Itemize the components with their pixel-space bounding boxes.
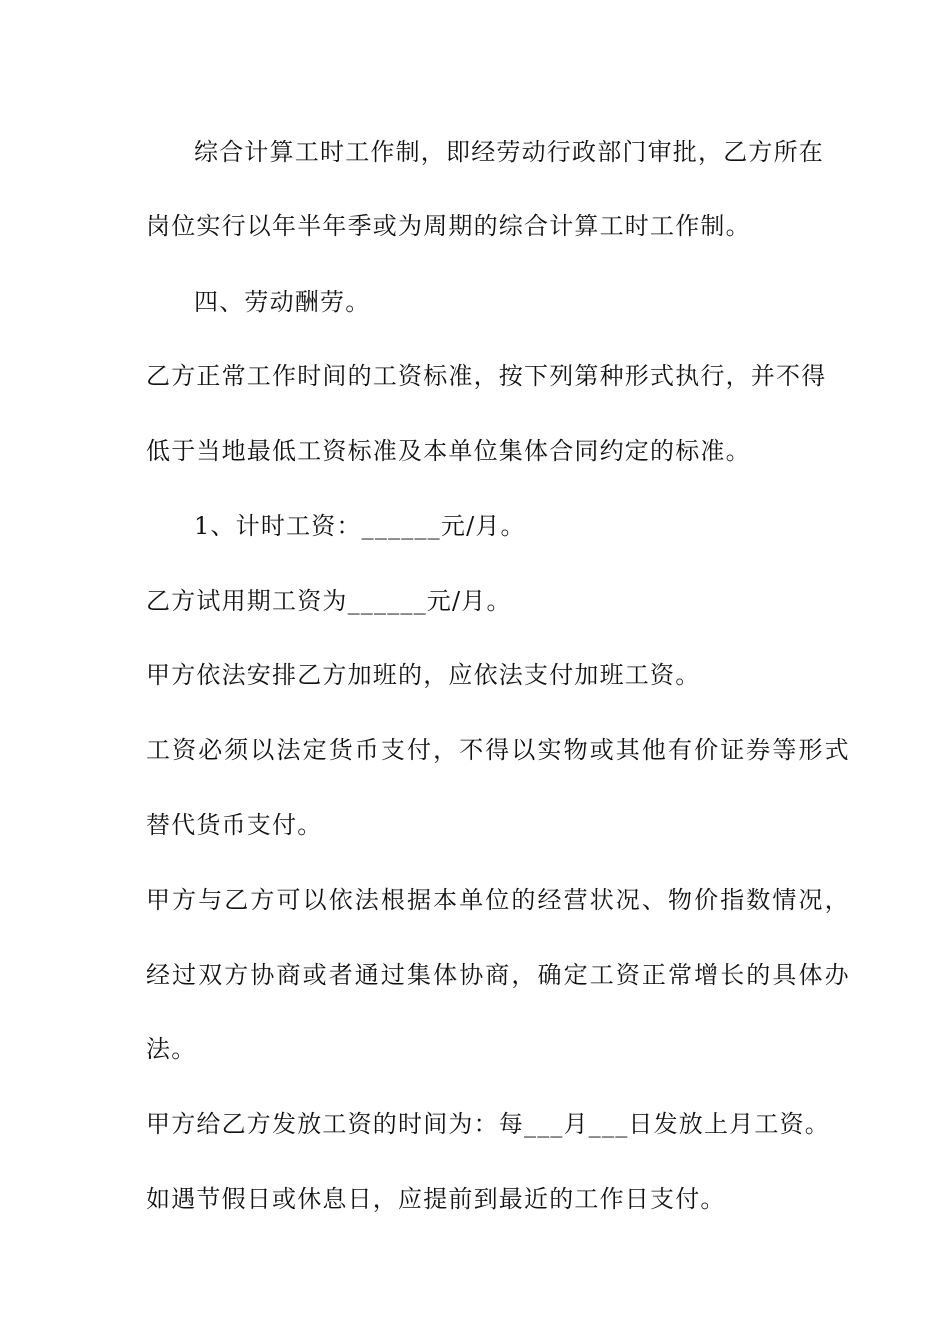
paragraph-line: 乙方试用期工资为______元/月。 [146, 587, 512, 615]
paragraph-line: 工资必须以法定货币支付，不得以实物或其他有价证券等形式 [146, 736, 851, 764]
section-heading: 四、劳动酬劳。 [194, 288, 371, 316]
paragraph-line: 甲方与乙方可以依法根据本单位的经营状况、物价指数情况， [146, 886, 851, 914]
paragraph-line: 替代货币支付。 [146, 811, 323, 839]
paragraph-line: 低于当地最低工资标准及本单位集体合同约定的标准。 [146, 437, 751, 465]
list-item: 1、计时工资：______元/月。 [194, 512, 526, 540]
paragraph-line: 甲方给乙方发放工资的时间为：每___月___日发放上月工资。 [146, 1110, 830, 1138]
paragraph-line: 经过双方协商或者通过集体协商，确定工资正常增长的具体办 [146, 961, 851, 989]
paragraph-line: 法。 [146, 1035, 197, 1063]
paragraph-line: 乙方正常工作时间的工资标准，按下列第种形式执行，并不得 [146, 362, 827, 390]
paragraph-line: 如遇节假日或休息日，应提前到最近的工作日支付。 [146, 1185, 726, 1213]
paragraph-line: 综合计算工时工作制，即经劳动行政部门审批，乙方所在 [194, 138, 824, 166]
paragraph-line: 岗位实行以年半年季或为周期的综合计算工时工作制。 [146, 212, 751, 240]
paragraph-line: 甲方依法安排乙方加班的，应依法支付加班工资。 [146, 661, 701, 689]
